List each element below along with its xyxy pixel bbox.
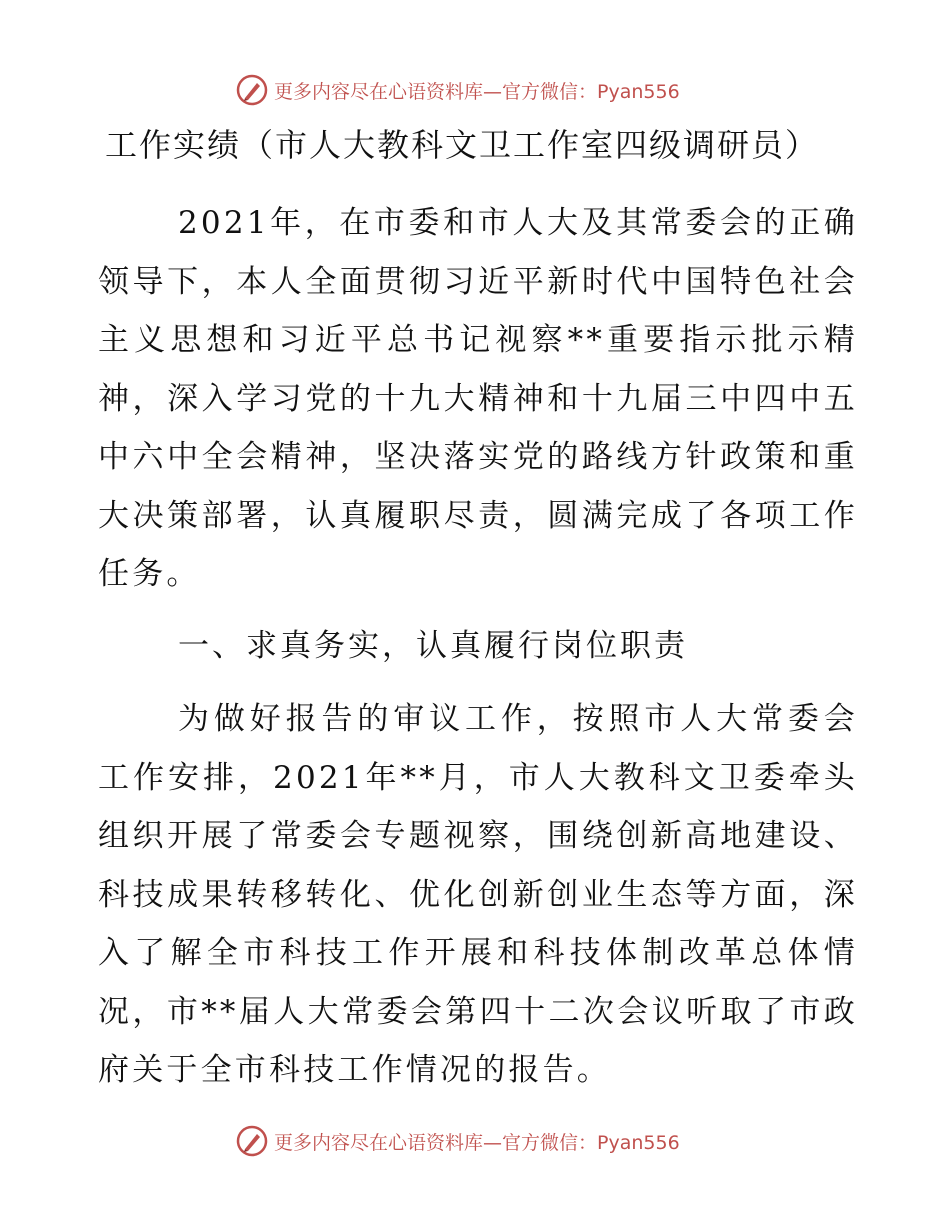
watermark-text: 更多内容尽在心语资料库—官方微信：Pyan556 [274, 80, 680, 103]
watermark-text: 更多内容尽在心语资料库—官方微信：Pyan556 [274, 1131, 680, 1154]
paragraph-section-1: 为做好报告的审议工作，按照市人大常委会工作安排，2021年**月，市人大教科文卫委牵头组织开展了常委会专题视察，围绕创新高地建设、科技成果转移转化、优化创新创业生态等方面，深入了解全市科技工作开展和科技体制改革总体情况，市**届人大常委会第四十二次会议听取了市政府关于全市科技工作情况的报告。 [98, 701, 858, 1088]
section-heading-1: 一、求真务实，认真履行岗位职责 [178, 628, 688, 664]
paragraph-intro: 2021年，在市委和市人大及其常委会的正确领导下，本人全面贯彻习近平新时代中国特色社会主义思想和习近平总书记视察**重要指示批示精神，深入学习党的十九大精神和十九届三中四中五中六中全会精神，坚决落实党的路线方针政策和重大决策部署，认真履职尽责，圆满完成了各项工作任务。 [98, 205, 858, 592]
pen-logo-icon [236, 1125, 268, 1157]
document-title: 工作实绩（市人大教科文卫工作室四级调研员） [105, 126, 820, 164]
header-watermark [236, 72, 716, 108]
pen-logo-icon [236, 74, 268, 106]
footer-watermark [236, 1123, 716, 1159]
